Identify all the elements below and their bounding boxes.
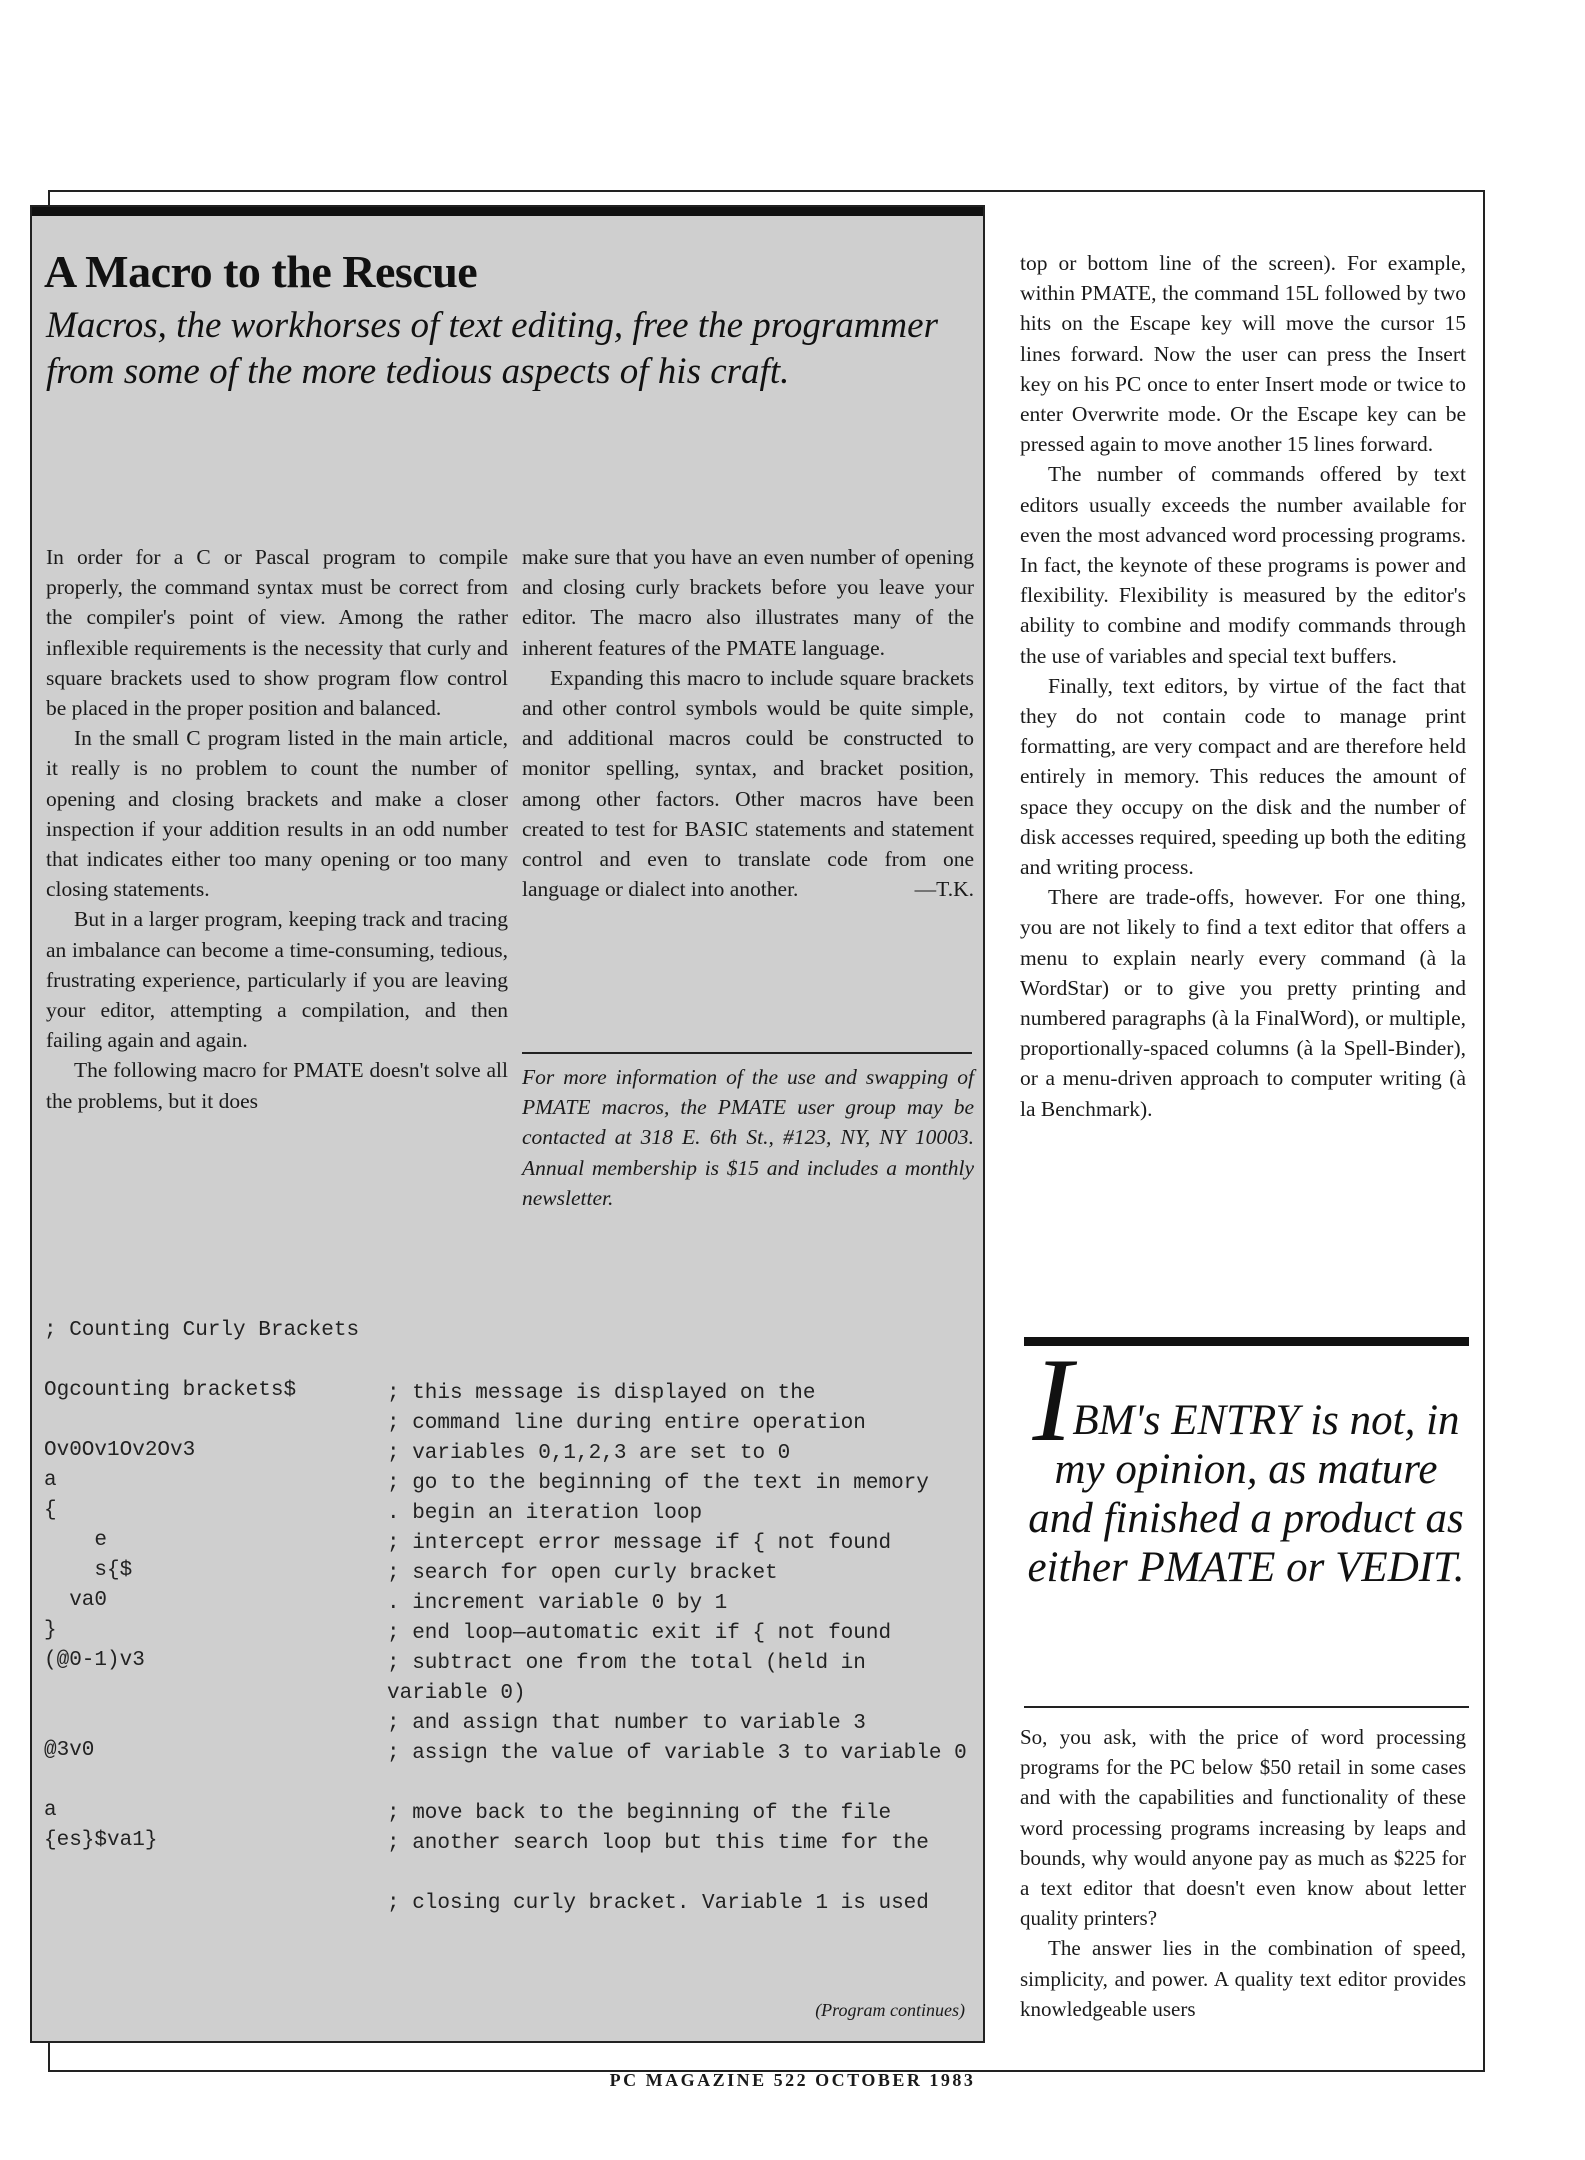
pullquote-dropcap: I bbox=[1032, 1333, 1073, 1466]
paragraph: The number of commands offered by text editors usually exceeds the number available for even the most advanced word processing programs. In fact, the keynote of these programs is power and flexibility. Flexibility is measured by the editor's ability to combine and modify commands through the use of variables and special text buffers. bbox=[1020, 462, 1466, 668]
paragraph-text: Expanding this macro to include square brackets and other control symbols would be quite simple, and additional macros could be constructed to monitor spelling, syntax, and bracket position, among other factors. Other macros have been created to test for BASIC statements and statement control and even to translate code from one language or dialect into another. bbox=[522, 665, 974, 902]
paragraph bbox=[522, 663, 974, 905]
code-command: a bbox=[44, 1469, 57, 1492]
code-command: a bbox=[44, 1799, 57, 1822]
paragraph: top or bottom line of the screen). For example, within PMATE, the command 15L followed by two hits on the Escape key will move the cursor 15 lines forward. Now the user can press the Insert key on his PC once to enter Insert mode or twice to enter Overwrite mode. Or the Escape key can be pressed again to move another 15 lines forward. bbox=[1020, 251, 1466, 457]
code-comment: ; move back to the beginning of the file bbox=[387, 1802, 892, 1825]
code-comment: ; end loop—automatic exit if { not found bbox=[387, 1622, 892, 1645]
code-comment: ; another search loop but this time for the bbox=[387, 1832, 929, 1855]
paragraph: make sure that you have an even number of opening and closing curly brackets before you leave your editor. The macro also illustrates many of the inherent features of the PMATE language. bbox=[522, 545, 974, 660]
note-text: For more information of the use and swapping of PMATE macros, the PMATE user group may be contacted at 318 E. 6th St., #123, NY, NY 10003. Annual membership is $15 and includes a monthly newsletter. bbox=[522, 1065, 974, 1210]
code-heading: ; Counting Curly Brackets bbox=[44, 1319, 360, 1342]
code-command: @3v0 bbox=[44, 1739, 95, 1762]
paragraph: There are trade-offs, however. For one thing, you are not likely to find a text editor that offers a menu to explain nearly every command (à la WordStar) or to give you pretty printing and numbered paragraphs (à la FinalWord), or multiple, proportionally-spaced columns (à la Spell-Binder), or a menu-driven approach to computer writing (à la Benchmark). bbox=[1020, 885, 1466, 1121]
code-command: s{$ bbox=[44, 1559, 133, 1582]
code-command: va0 bbox=[44, 1589, 108, 1612]
paragraph: Finally, text editors, by virtue of the fact that they do not contain code to manage print formatting, are very compact and are therefore held entirely in memory. This reduces the amount of space they occupy on the disk and the number of disk accesses required, speeding up both the editing and writing process. bbox=[1020, 673, 1466, 880]
paragraph: The answer lies in the combination of speed, simplicity, and power. A quality text editor provides knowledgeable users bbox=[1020, 1936, 1466, 2021]
sidebar-subtitle: Macros, the workhorses of text editing, free the programmer from some of the more tedious aspects of his craft. bbox=[46, 305, 938, 392]
code-comment: ; command line during entire operation bbox=[387, 1412, 866, 1435]
code-comment: . increment variable 0 by 1 bbox=[387, 1592, 728, 1615]
pullquote-bottom-rule bbox=[1024, 1706, 1469, 1708]
code-comment: ; and assign that number to variable 3 bbox=[387, 1712, 866, 1735]
code-comment: ; go to the beginning of the text in memory bbox=[387, 1472, 929, 1495]
pullquote-top-rule bbox=[1024, 1337, 1469, 1346]
pullquote bbox=[1020, 1333, 1472, 1592]
code-command: { bbox=[44, 1499, 57, 1522]
pullquote-text bbox=[1020, 1333, 1472, 1592]
code-comment: ; this message is displayed on the bbox=[387, 1382, 816, 1405]
code-command: Ov0Ov1Ov2Ov3 bbox=[44, 1439, 196, 1462]
code-comment: . begin an iteration loop bbox=[387, 1502, 703, 1525]
paragraph: But in a larger program, keeping track and tracing an imbalance can become a time-consuming, tedious, frustrating experience, particularly if you are leaving your editor, attempting a compilation, and then failing again and again. bbox=[46, 907, 508, 1053]
code-comment: ; assign the value of variable 3 to variable 0 bbox=[387, 1742, 967, 1765]
sidebar-column-1 bbox=[46, 542, 508, 1116]
author-signature: —T.K. bbox=[914, 877, 974, 902]
sidebar-box bbox=[30, 205, 985, 2043]
code-command: {es}$va1} bbox=[44, 1829, 158, 1852]
code-command: } bbox=[44, 1619, 57, 1642]
sidebar-column-2 bbox=[522, 542, 974, 904]
right-column bbox=[1020, 248, 1466, 1124]
pullquote-rest: BM's ENTRY is not, in my opinion, as mature and finished a product as either PMATE or VEDIT. bbox=[1027, 1397, 1465, 1591]
note-divider bbox=[522, 1052, 972, 1054]
user-group-note bbox=[522, 1062, 974, 1213]
code-comment: ; variables 0,1,2,3 are set to 0 bbox=[387, 1442, 791, 1465]
paragraph: So, you ask, with the price of word processing programs for the PC below $50 retail in some cases and with the capabilities and functionality of these word processing programs increasing by leaps and bounds, why would anyone pay as much as $225 for a text editor that doesn't even know about letter quality printers? bbox=[1020, 1725, 1466, 1931]
code-comment: ; search for open curly bracket bbox=[387, 1562, 778, 1585]
page-footer: PC MAGAZINE 522 OCTOBER 1983 bbox=[609, 2070, 976, 2090]
code-comment: ; closing curly bracket. Variable 1 is used bbox=[387, 1892, 929, 1915]
code-comment: ; subtract one from the total (held in variable 0) bbox=[387, 1652, 866, 1706]
sidebar-title: A Macro to the Rescue bbox=[44, 246, 478, 297]
program-continues-label: (Program continues) bbox=[815, 2000, 965, 2020]
code-command: e bbox=[44, 1529, 108, 1552]
sidebar-top-rule bbox=[32, 207, 983, 216]
code-command: Ogcounting brackets$ bbox=[44, 1379, 297, 1402]
paragraph: The following macro for PMATE doesn't solve all the problems, but it does bbox=[46, 1058, 508, 1113]
code-command: (@0-1)v3 bbox=[44, 1649, 145, 1672]
code-comment: ; intercept error message if { not found bbox=[387, 1532, 892, 1555]
right-column-continued bbox=[1020, 1722, 1466, 2024]
paragraph: In order for a C or Pascal program to compile properly, the command syntax must be correct from the compiler's point of view. Among the rather inflexible requirements is the necessity that curly and square brackets used to show program flow control be placed in the proper position and balanced. bbox=[46, 545, 508, 721]
paragraph: In the small C program listed in the main article, it really is no problem to count the number of opening and closing brackets and make a closer inspection if your addition results in an odd number that indicates either too many opening or too many closing statements. bbox=[46, 726, 508, 902]
